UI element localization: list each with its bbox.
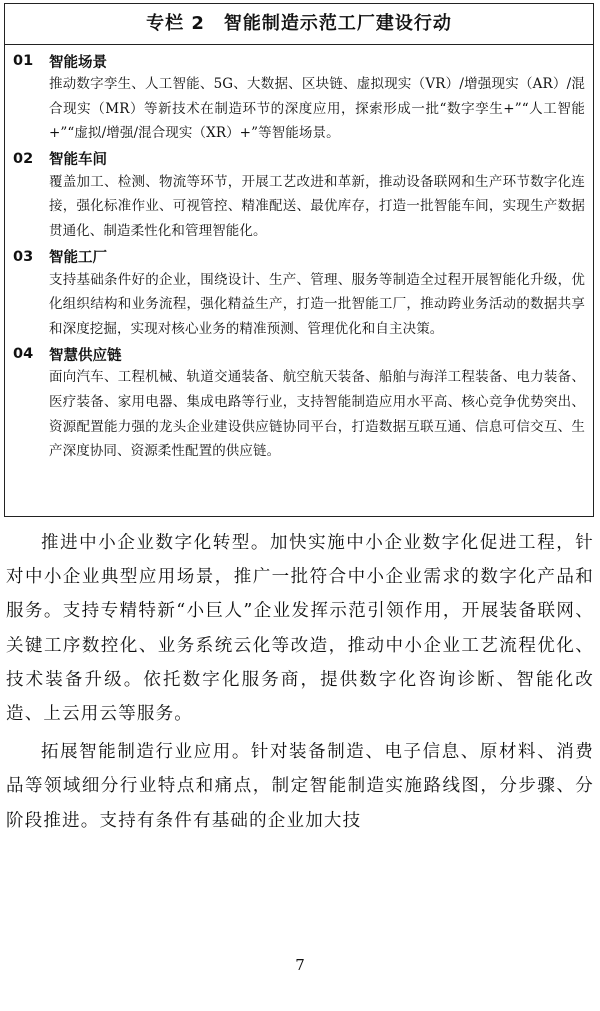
section-text: 面向汽车、工程机械、轨道交通装备、航空航天装备、船舶与海洋工程装备、电力装备、医疗装备、家用电器、集成电路等行业，支持智能制造应用水平高、核心竞争优势突出、资源配置能力强的龙头企业建设供应链协同平台，打造数据互联互通、信息可信交互、生产深度协同、资源柔性配置的供应链。 <box>49 369 585 460</box>
paragraph-sme-digitalization: 推进中小企业数字化转型。加快实施中小企业数字化促进工程，针对中小企业典型应用场景，推广一批符合中小企业需求的数字化产品和服务。支持专精特新“小巨人”企业发挥示范引领作用，开展装备联网、关键工序数控化、业务系统云化等改造，推动中小企业工艺流程优化、技术装备升级。依托数字化服务商，提供数字化咨询诊断、智能化改造、上云用云等服务。 <box>6 533 594 725</box>
section-header <box>13 50 585 72</box>
column-body <box>5 45 593 464</box>
section-text: 支持基础条件好的企业，围绕设计、生产、管理、服务等制造全过程开展智能化升级，优化组织结构和业务流程，强化精益生产，打造一批智能工厂，推动跨业务活动的数据共享和深度挖掘，实现对核心业务的精准预测、管理优化和自主决策。 <box>49 271 585 337</box>
section-number: 02 <box>13 150 34 167</box>
section-header <box>13 343 585 365</box>
section-smart-supply-chain <box>13 343 585 463</box>
body-text <box>6 526 594 842</box>
section-heading: 智能场景 <box>49 54 107 71</box>
page-number: 7 <box>295 956 305 974</box>
section-text: 推动数字孪生、人工智能、5G、大数据、区块链、虚拟现实（VR）/增强现实（AR）/混合现实（MR）等新技术在制造环节的深度应用，探索形成一批“数字孪生+”“人工智能+”“虚拟/增强/混合现实（XR）+”等智能场景。 <box>49 76 585 142</box>
section-heading: 智能车间 <box>49 152 107 169</box>
section-header <box>13 246 585 268</box>
section-smart-scenarios <box>13 50 585 146</box>
section-smart-workshop <box>13 148 585 244</box>
section-number: 01 <box>13 53 34 69</box>
section-number: 04 <box>13 346 34 363</box>
column-title: 专栏 2 智能制造示范工厂建设行动 <box>5 4 593 45</box>
section-text: 覆盖加工、检测、物流等环节，开展工艺改进和革新，推动设备联网和生产环节数字化连接，强化标准作业、可视管控、精准配送、最优库存，打造一批智能车间，实现生产数据贯通化、制造柔性化和管理智能化。 <box>49 173 585 239</box>
section-heading: 智慧供应链 <box>49 347 122 364</box>
column-box <box>4 3 594 517</box>
section-heading: 智能工厂 <box>49 250 107 267</box>
section-header <box>13 148 585 170</box>
paragraph-industry-application: 拓展智能制造行业应用。针对装备制造、电子信息、原材料、消费品等领域细分行业特点和痛点，制定智能制造实施路线图，分步骤、分阶段推进。支持有条件有基础的企业加大技 <box>6 742 594 831</box>
section-smart-factory <box>13 246 585 342</box>
section-number: 03 <box>13 248 34 265</box>
